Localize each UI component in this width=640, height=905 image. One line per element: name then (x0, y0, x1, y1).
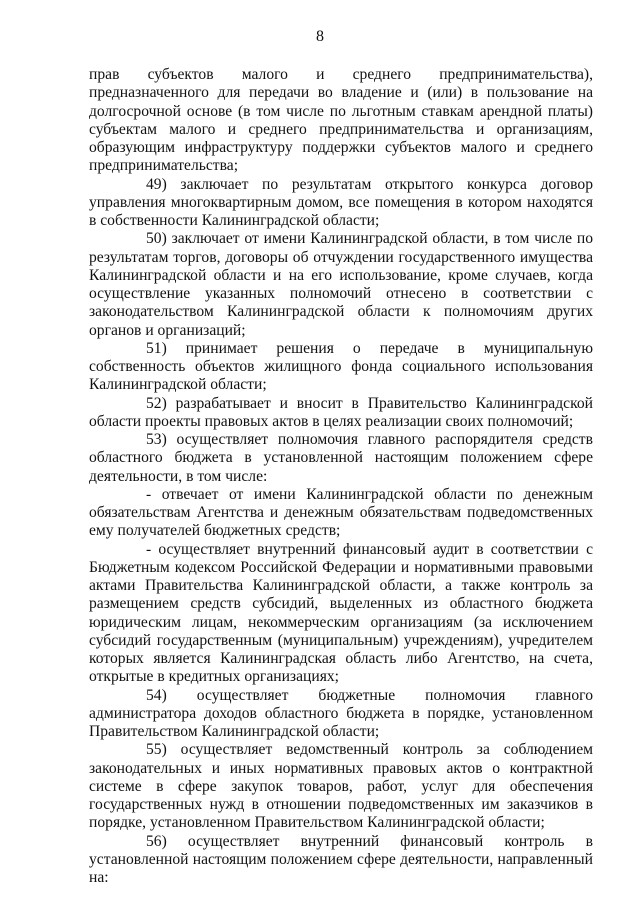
paragraph-item-52: 52) разрабатывает и вносит в Правительство Калининградской области проекты правовых актов в целях реализации своих полномочий; (89, 394, 593, 430)
paragraph-item-54: 54) осуществляет бюджетные полномочия главного администратора доходов областного бюджета в порядке, установленном Правительством Калининградской области; (89, 686, 593, 740)
page-number: 8 (316, 28, 324, 45)
paragraph-item-55: 55) осуществляет ведомственный контроль за соблюдением законодательных и иных нормативных правовых актов о контрактной системе в сфере закупок товаров, работ, услуг для обеспечения государственных нужд в отношении подведомственных им заказчиков в порядке, установленном Правительством Калининградской области; (89, 741, 593, 832)
paragraph-item-51: 51) принимает решения о передаче в муниципальную собственность объектов жилищного фонда социального использования Калининградской области; (89, 339, 593, 394)
paragraph-item-50: 50) заключает от имени Калининградской области, в том числе по результатам торгов, договоры об отчуждении государственного имущества Калининградской области и на его использование, кроме случаев, когда осуществление указанных полномочий отнесено в соответствии с законодательством Калининградской области к полномочиям других органов и организаций; (89, 230, 593, 339)
paragraph-subitem-obligations: - отвечает от имени Калининградской области по денежным обязательствам Агентства и денежным обязательствам подведомственных ему получателей бюджетных средств; (89, 485, 593, 540)
document-body (89, 66, 593, 887)
paragraph-item-53: 53) осуществляет полномочия главного распорядителя средств областного бюджета в установленной настоящим положением сфере деятельности, в том числе: (89, 431, 593, 485)
paragraph-item-49: 49) заключает по результатам открытого конкурса договор управления многоквартирным домом, все помещения в котором находятся в собственности Калининградской области; (89, 175, 593, 229)
paragraph-item-56: 56) осуществляет внутренний финансовый контроль в установленной настоящим положением сфере деятельности, направленный на: (89, 832, 593, 886)
paragraph-subitem-audit: - осуществляет внутренний финансовый аудит в соответствии с Бюджетным кодексом Российской Федерации и нормативными правовыми актами Правительства Калининградской области, а также контроль за размещением средств субсидий, выделенных из областного бюджета юридическим лицам, некоммерческим организациям (за исключением субсидий государственным (муниципальным) учреждениям), учредителем которых является Калининградская область либо Агентство, на счета, открытые в кредитных организациях; (89, 540, 593, 686)
paragraph-continuation: прав субъектов малого и среднего предпринимательства), предназначенного для передачи во владение и (или) в пользование на долгосрочной основе (в том числе по льготным ставкам арендной платы) субъектам малого и среднего предпринимательства и организациям, образующим инфраструктуру поддержки субъектов малого и среднего предпринимательства; (89, 66, 593, 175)
